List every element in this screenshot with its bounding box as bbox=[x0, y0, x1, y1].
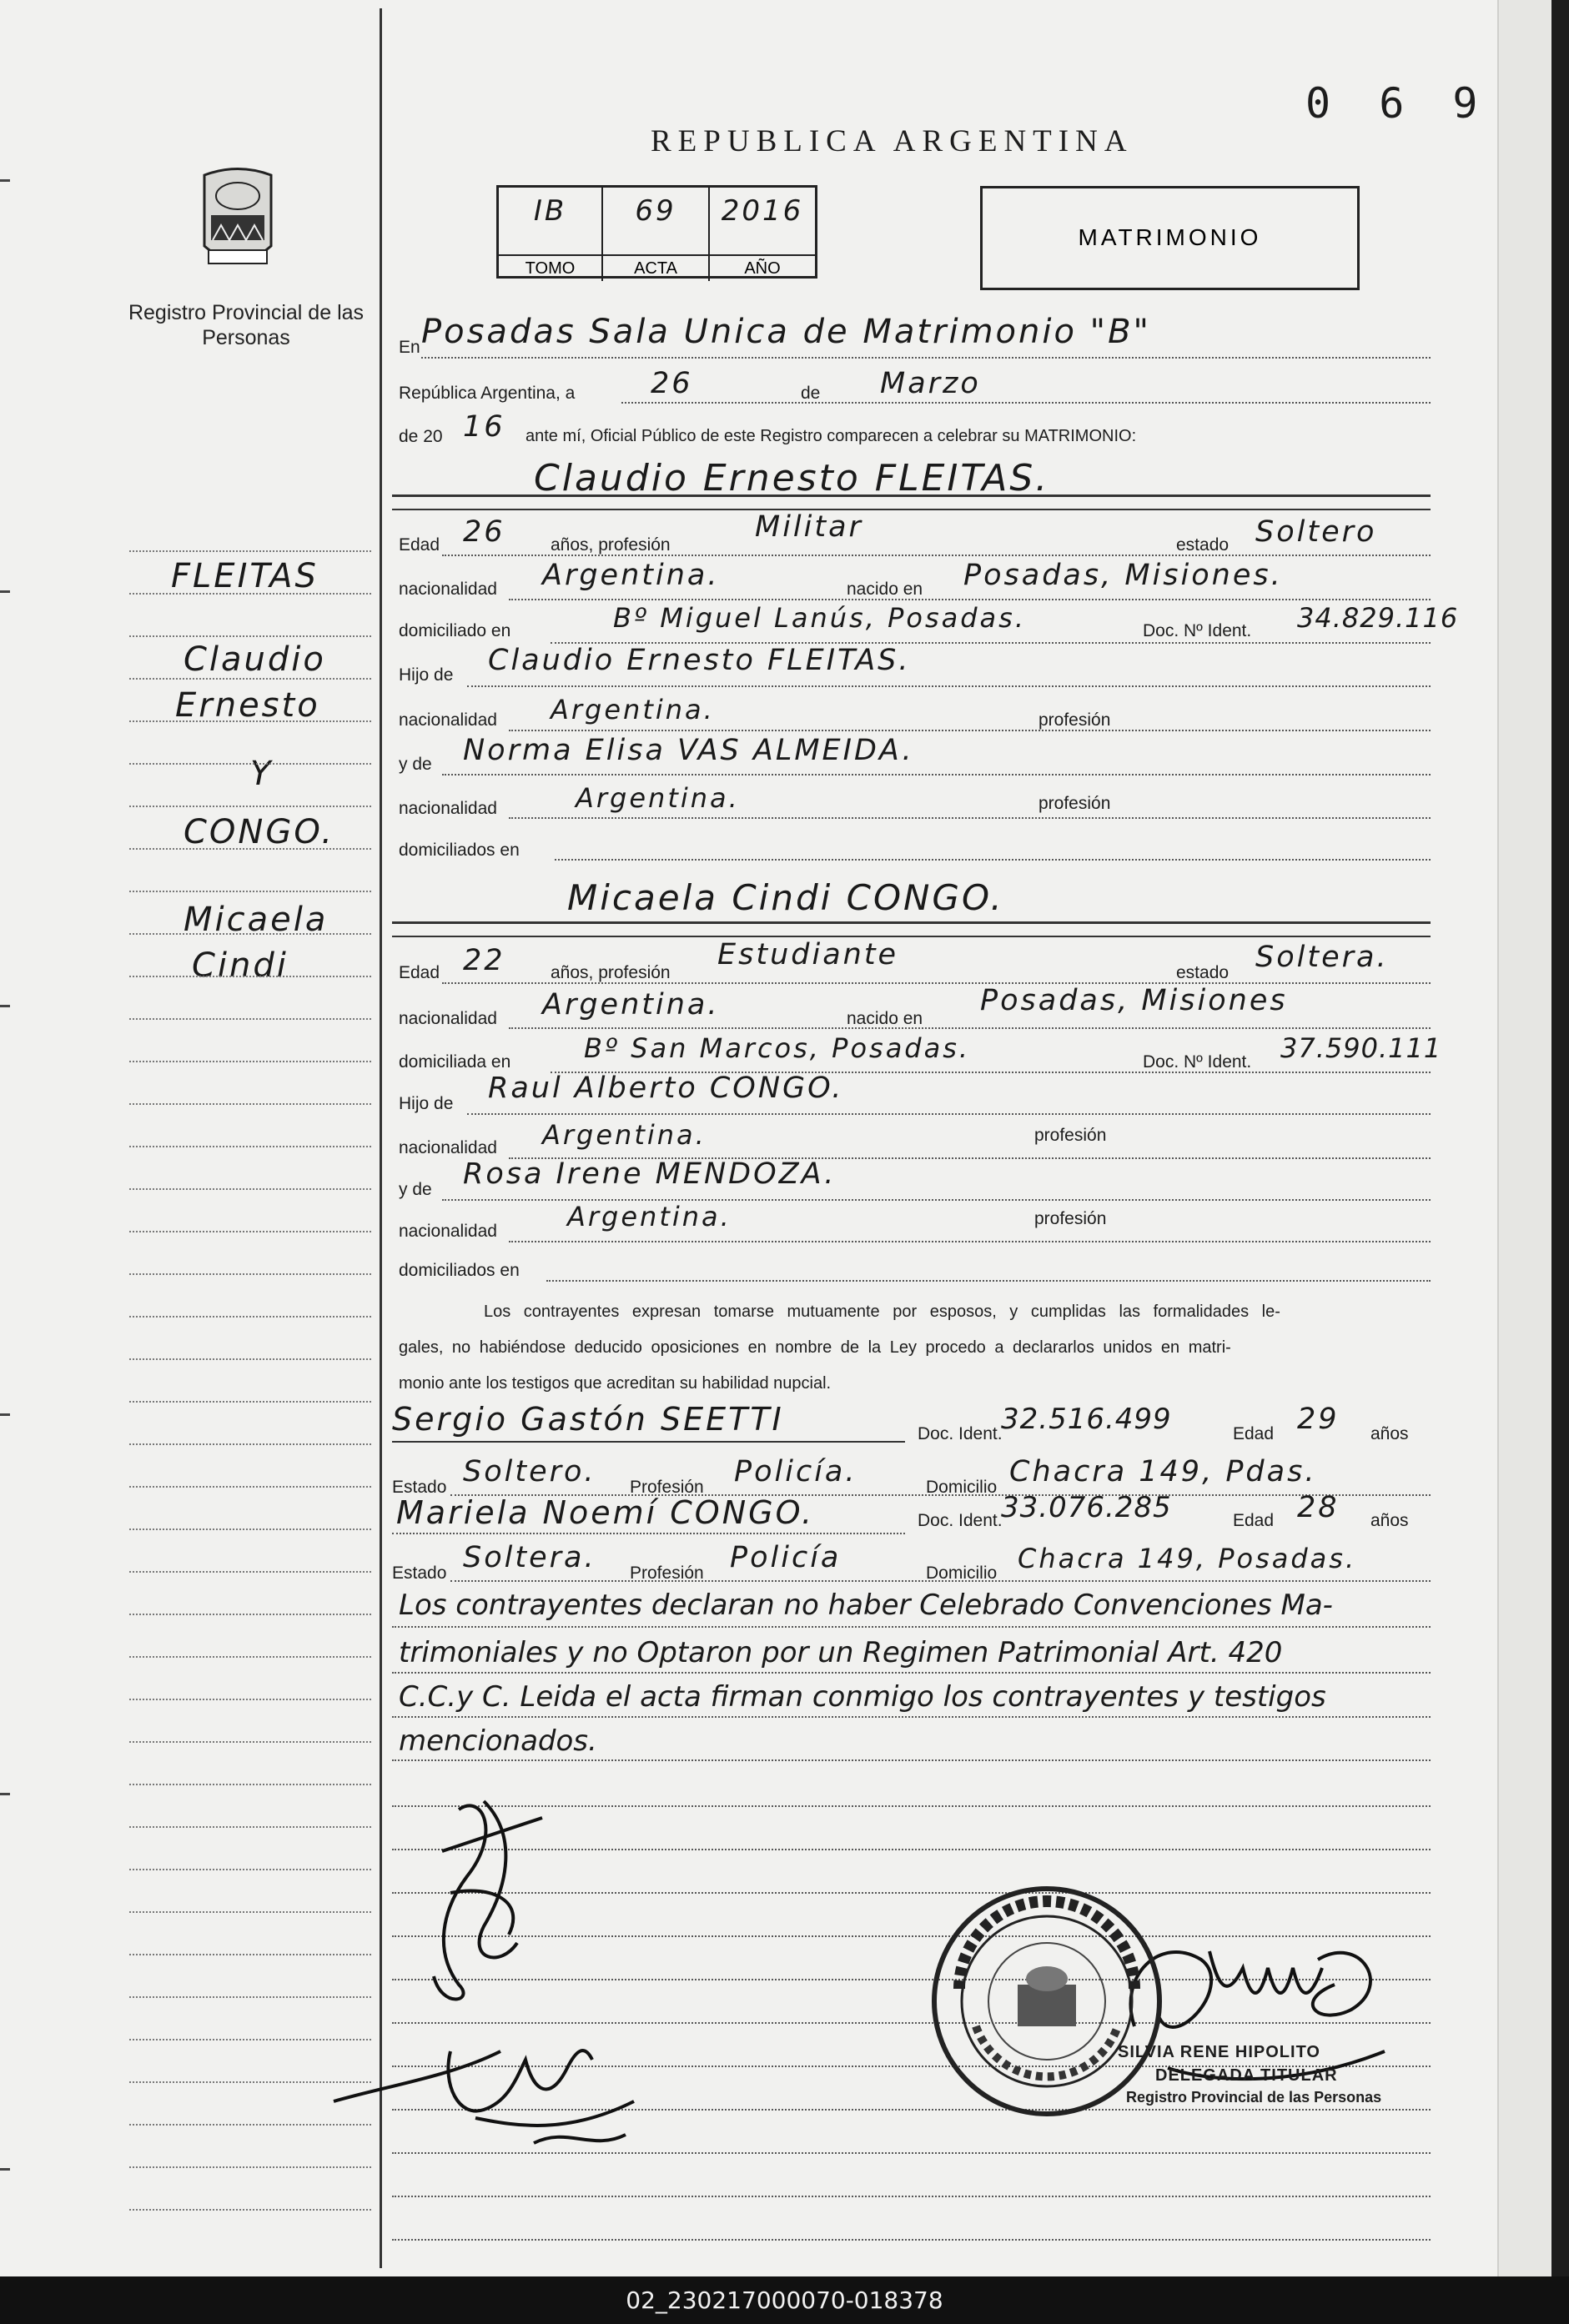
spouse2-madre-label: y de bbox=[399, 1180, 432, 1199]
sidebar-entry: Ernesto bbox=[175, 686, 320, 725]
spouse-signature-2 bbox=[317, 2001, 701, 2168]
spouse1-padre: Claudio Ernesto FLEITAS. bbox=[488, 644, 911, 677]
ruled-line bbox=[129, 1486, 371, 1488]
spouse1-profesion-label: años, profesión bbox=[551, 535, 671, 555]
ruled-line bbox=[129, 1443, 371, 1445]
spouse1-doc-label: Doc. Nº Ident. bbox=[1143, 621, 1252, 640]
witness2-estado: Soltera. bbox=[463, 1541, 596, 1574]
notes-line: mencionados. bbox=[399, 1724, 597, 1758]
spouse1-madre-nacionalidad: Argentina. bbox=[576, 782, 740, 814]
spouse2-padre-label: Hijo de bbox=[399, 1094, 454, 1113]
spouse1-edad: 26 bbox=[463, 515, 505, 549]
ruled-line bbox=[129, 763, 371, 765]
ruled-line bbox=[129, 1103, 371, 1105]
margin-divider bbox=[380, 8, 382, 2268]
spouse2-estado-label: estado bbox=[1176, 963, 1230, 982]
sidebar-entry: CONGO. bbox=[184, 813, 334, 851]
spouse2-padre-nacionalidad: Argentina. bbox=[542, 1119, 707, 1151]
ruled-line bbox=[129, 1614, 371, 1615]
spouse1-doc: 34.829.116 bbox=[1297, 602, 1459, 634]
ruled-line bbox=[392, 2196, 1431, 2197]
ruled-line bbox=[129, 1996, 371, 1998]
binder-tick bbox=[0, 1005, 10, 1007]
ruled-line bbox=[129, 1146, 371, 1147]
spouse2-doc-label: Doc. Nº Ident. bbox=[1143, 1052, 1252, 1072]
spouse2-madre-nacionalidad: Argentina. bbox=[567, 1201, 732, 1232]
ruled-line bbox=[129, 806, 371, 807]
spouse1-nacionalidad: Argentina. bbox=[542, 559, 720, 592]
witness2-doc-label: Doc. Ident. bbox=[918, 1511, 1003, 1530]
footer-code: 02_230217000070-018378 bbox=[0, 2276, 1569, 2324]
witness1-profesion-label: Profesión bbox=[630, 1478, 704, 1497]
witness1-edad-label: Edad bbox=[1233, 1424, 1275, 1443]
ruled-line bbox=[129, 635, 371, 637]
tomo-value: IB bbox=[533, 194, 567, 228]
spouse2-nacido-label: nacido en bbox=[847, 1009, 923, 1028]
ruled-line bbox=[129, 1911, 371, 1913]
declaration-line: gales, no habiéndose deducido oposiciones en nombre de la Ley procedo a declararlos unidos en matri- bbox=[399, 1338, 1231, 1357]
ruled-line bbox=[129, 2209, 371, 2211]
spouse1-padre-nacionalidad-label: nacionalidad bbox=[399, 710, 497, 730]
witness2-profesion-label: Profesión bbox=[630, 1564, 704, 1583]
spouse2-nacido: Posadas, Misiones bbox=[980, 984, 1288, 1017]
ruled-line bbox=[129, 1826, 371, 1828]
witness2-edad: 28 bbox=[1297, 1491, 1340, 1524]
spouse2-edad-label: Edad bbox=[399, 963, 440, 982]
spouse1-domicilio-label: domiciliado en bbox=[399, 621, 511, 640]
ruled-line bbox=[129, 550, 371, 552]
ceremony-month: Marzo bbox=[880, 367, 981, 400]
notes-line: Los contrayentes declaran no haber Celebrado Convenciones Ma- bbox=[399, 1589, 1333, 1622]
witness2-domicilio: Chacra 149, Posadas. bbox=[1018, 1543, 1357, 1574]
binder-edge bbox=[1497, 0, 1551, 2276]
spouse1-padre-label: Hijo de bbox=[399, 665, 454, 685]
ruled-line bbox=[129, 1401, 371, 1403]
spouse2-doc: 37.590.111 bbox=[1280, 1032, 1442, 1064]
declaration-line: Los contrayentes expresan tomarse mutuamente por esposos, y cumplidas las formalidades le- bbox=[484, 1303, 1280, 1321]
ruled-line bbox=[129, 1231, 371, 1232]
ruled-line bbox=[392, 2239, 1431, 2241]
year-prefix: de 20 bbox=[399, 427, 443, 446]
spouse1-estado-label: estado bbox=[1176, 535, 1230, 555]
spouse2-madre-profesion-label: profesión bbox=[1034, 1209, 1107, 1228]
notes-line: C.C.y C. Leida el acta firman conmigo los contrayentes y testigos bbox=[399, 1680, 1326, 1714]
ruled-line bbox=[129, 933, 371, 935]
spouse1-padre-profesion-label: profesión bbox=[1038, 710, 1111, 730]
spouse2-madre: Rosa Irene MENDOZA. bbox=[463, 1157, 837, 1191]
witness1-doc-label: Doc. Ident. bbox=[918, 1424, 1003, 1443]
spouse1-madre-profesion-label: profesión bbox=[1038, 794, 1111, 813]
sidebar-entry: Micaela bbox=[184, 901, 329, 939]
spouse2-domicilio: Bº San Marcos, Posadas. bbox=[584, 1032, 971, 1064]
ruled-line bbox=[129, 1869, 371, 1870]
ruled-line bbox=[129, 1699, 371, 1700]
anio-caption: AÑO bbox=[710, 254, 815, 281]
witness1-name: Sergio Gastón SEETTI bbox=[392, 1401, 784, 1438]
spouse1-nacionalidad-label: nacionalidad bbox=[399, 580, 497, 599]
spouse1-padre-nacionalidad: Argentina. bbox=[551, 694, 715, 725]
sidebar-entry: FLEITAS bbox=[171, 557, 319, 595]
spouse1-nacido: Posadas, Misiones. bbox=[963, 559, 1283, 592]
ruled-line bbox=[129, 848, 371, 850]
officer-name: SILVIA RENE HIPOLITO bbox=[1118, 2043, 1320, 2061]
ruled-line bbox=[129, 976, 371, 977]
spouse1-edad-label: Edad bbox=[399, 535, 440, 555]
tomo-cell bbox=[499, 188, 603, 281]
spouse1-madre: Norma Elisa VAS ALMEIDA. bbox=[463, 734, 914, 767]
spouse2-domiciliados-label: domiciliados en bbox=[399, 1261, 520, 1280]
en-label: En bbox=[399, 338, 420, 357]
witness2-profesion: Policía bbox=[730, 1541, 842, 1574]
spouse2-madre-nacionalidad-label: nacionalidad bbox=[399, 1222, 497, 1241]
spouse2-padre-nacionalidad-label: nacionalidad bbox=[399, 1138, 497, 1157]
binder-tick bbox=[0, 2168, 10, 2171]
ruled-line bbox=[129, 593, 371, 595]
ruled-line bbox=[129, 1273, 371, 1275]
anio-cell bbox=[710, 188, 815, 281]
witness2-name: Mariela Noemí CONGO. bbox=[396, 1494, 815, 1531]
ceremony-place: Posadas Sala Unica de Matrimonio "B" bbox=[421, 313, 1151, 351]
provincial-coat-of-arms-logo bbox=[188, 167, 288, 284]
sheet-number: 0 6 9 bbox=[1305, 79, 1490, 128]
witness1-domicilio: Chacra 149, Pdas. bbox=[1009, 1455, 1317, 1488]
act-type-box: MATRIMONIO bbox=[980, 186, 1360, 290]
spouse2-padre-profesion-label: profesión bbox=[1034, 1126, 1107, 1145]
registry-table bbox=[496, 185, 817, 279]
spouse2-profesion-label: años, profesión bbox=[551, 963, 671, 982]
ceremony-day: 26 bbox=[651, 367, 693, 400]
witness2-anios-label: años bbox=[1370, 1511, 1409, 1530]
spouse2-padre: Raul Alberto CONGO. bbox=[488, 1072, 844, 1105]
spouse2-nacionalidad: Argentina. bbox=[542, 988, 720, 1021]
spouse1-name: Claudio Ernesto FLEITAS. bbox=[534, 457, 1050, 499]
spouse2-name: Micaela Cindi CONGO. bbox=[567, 877, 1004, 918]
spouse1-madre-nacionalidad-label: nacionalidad bbox=[399, 799, 497, 818]
binder-tick bbox=[0, 1793, 10, 1795]
spouse1-madre-label: y de bbox=[399, 755, 432, 774]
spouse1-domicilio: Bº Miguel Lanús, Posadas. bbox=[613, 602, 1026, 634]
spouse2-edad: 22 bbox=[463, 944, 505, 977]
sidebar-entry: Claudio bbox=[184, 640, 326, 679]
officer-role: DELEGADA TITULAR bbox=[1155, 2066, 1338, 2085]
oficial-text: ante mí, Oficial Público de este Registro comparecen a celebrar su MATRIMONIO: bbox=[526, 427, 1137, 445]
spouse2-estado: Soltera. bbox=[1255, 941, 1389, 974]
registry-office-label: Registro Provincial de las Personas bbox=[128, 301, 365, 349]
spouse2-profesion: Estudiante bbox=[717, 938, 899, 971]
ruled-line bbox=[129, 1358, 371, 1360]
acta-value: 69 bbox=[635, 194, 676, 228]
tomo-caption: TOMO bbox=[499, 254, 601, 281]
ruled-line bbox=[129, 1061, 371, 1062]
witness1-edad: 29 bbox=[1297, 1403, 1340, 1436]
ruled-line bbox=[129, 1784, 371, 1785]
officer-office: Registro Provincial de las Personas bbox=[1126, 2089, 1382, 2106]
binder-tick bbox=[0, 1413, 10, 1416]
ruled-line bbox=[129, 1571, 371, 1573]
binder-tick bbox=[0, 179, 10, 182]
spouse1-nacido-label: nacido en bbox=[847, 580, 923, 599]
binder-tick bbox=[0, 590, 10, 593]
sidebar-entry: Cindi bbox=[192, 946, 289, 985]
spouse1-estado: Soltero bbox=[1255, 515, 1377, 549]
republica-label: República Argentina, a bbox=[399, 384, 576, 403]
witness2-doc: 33.076.285 bbox=[1001, 1491, 1172, 1524]
spouse-signature-1 bbox=[409, 1784, 642, 2018]
spouse2-domicilio-label: domiciliada en bbox=[399, 1052, 511, 1072]
ruled-line bbox=[129, 1018, 371, 1020]
ceremony-year: 16 bbox=[463, 410, 505, 444]
ruled-line bbox=[129, 720, 371, 722]
sidebar-entry: Y bbox=[250, 755, 274, 793]
acta-cell bbox=[603, 188, 710, 281]
notes-line: trimoniales y no Optaron por un Regimen Patrimonial Art. 420 bbox=[399, 1636, 1283, 1669]
ruled-line bbox=[129, 1656, 371, 1658]
witness1-profesion: Policía. bbox=[734, 1455, 857, 1488]
page-title: REPUBLICA ARGENTINA bbox=[651, 124, 1134, 158]
anio-value: 2016 bbox=[721, 194, 804, 228]
witness1-estado-label: Estado bbox=[392, 1478, 447, 1497]
ruled-line bbox=[129, 1528, 371, 1530]
declaration-line: monio ante los testigos que acreditan su habilidad nupcial. bbox=[399, 1374, 832, 1393]
witness1-doc: 32.516.499 bbox=[1001, 1403, 1172, 1436]
witness2-estado-label: Estado bbox=[392, 1564, 447, 1583]
witness2-edad-label: Edad bbox=[1233, 1511, 1275, 1530]
acta-caption: ACTA bbox=[603, 254, 708, 281]
ruled-line bbox=[129, 1316, 371, 1318]
witness1-estado: Soltero. bbox=[463, 1455, 596, 1488]
ruled-line bbox=[129, 678, 371, 680]
ruled-line bbox=[129, 891, 371, 892]
witness1-anios-label: años bbox=[1370, 1424, 1409, 1443]
ruled-line bbox=[129, 1188, 371, 1190]
spouse1-profesion: Militar bbox=[755, 510, 863, 544]
spouse2-nacionalidad-label: nacionalidad bbox=[399, 1009, 497, 1028]
de-label: de bbox=[801, 384, 821, 403]
witness1-domicilio-label: Domicilio bbox=[926, 1478, 998, 1497]
official-seal-stamp bbox=[926, 1880, 1168, 2122]
ruled-line bbox=[129, 1741, 371, 1743]
ruled-line bbox=[129, 1954, 371, 1955]
spouse1-domiciliados-label: domiciliados en bbox=[399, 841, 520, 860]
witness2-domicilio-label: Domicilio bbox=[926, 1564, 998, 1583]
